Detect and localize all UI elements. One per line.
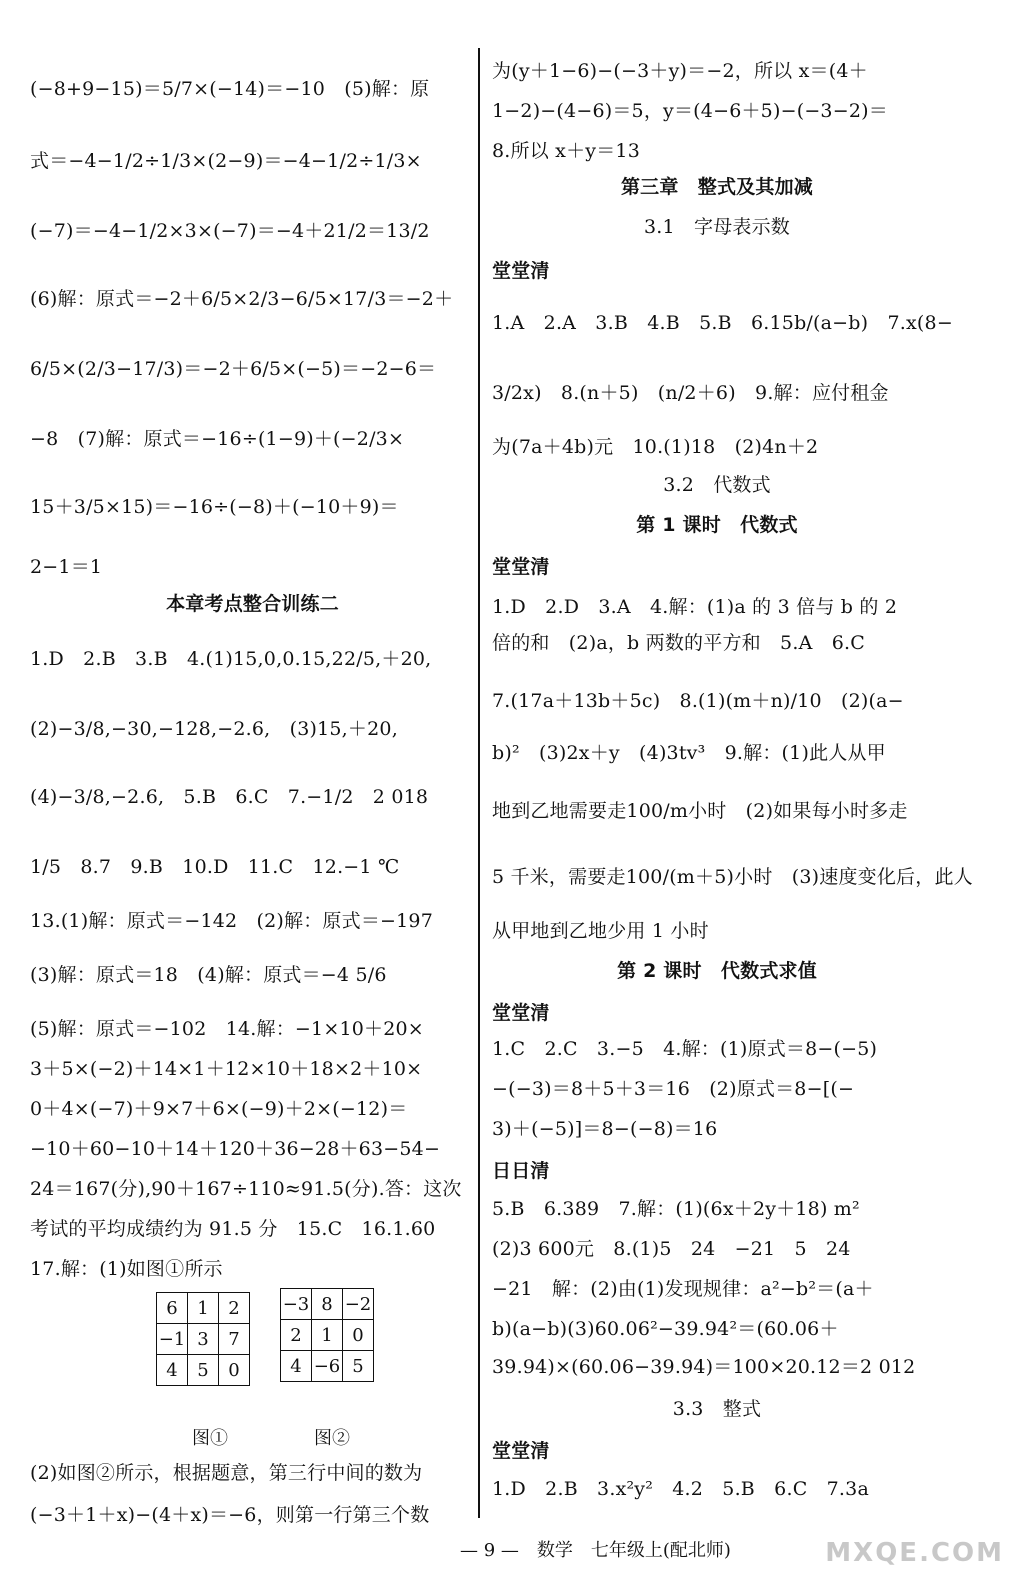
text-line: −21 解：(2)由(1)发现规律：a²−b²＝(a＋ [492, 1278, 874, 1300]
text-line: 17.解：(1)如图①所示 [30, 1258, 223, 1280]
text-line: (−7)＝−4−1/2×3×(−7)＝−4＋21/2＝13/2 [30, 220, 430, 242]
lesson-title: 第 2 课时 代数式求值 [617, 960, 817, 982]
grid-cell: 8 [312, 1289, 343, 1320]
grid-cell: 0 [343, 1320, 374, 1351]
text-line: 15＋3/5×15)＝−16÷(−8)＋(−10＋9)＝ [30, 496, 399, 518]
grid-cell: 2 [219, 1293, 250, 1324]
text-line: (3)解：原式＝18 (4)解：原式＝−4 5/6 [30, 964, 387, 986]
text-line: 1.D 2.B 3.B 4.(1)15,0,0.15,22/5,＋20, [30, 648, 432, 670]
exercise-label: 堂堂清 [492, 260, 550, 282]
text-line: 5 千米，需要走100/(m＋5)小时 (3)速度变化后，此人 [492, 866, 973, 888]
text-line: 0＋4×(−7)＋9×7＋6×(−9)＋2×(−12)＝ [30, 1098, 408, 1120]
grid-cell: −2 [343, 1289, 374, 1320]
text-line: 为(7a＋4b)元 10.(1)18 (2)4n＋2 [492, 436, 819, 458]
text-line: 从甲地到乙地少用 1 小时 [492, 920, 709, 942]
text-line: (2)3 600元 8.(1)5 24 −21 5 24 [492, 1238, 851, 1260]
grid-cell: 1 [188, 1293, 219, 1324]
text-line: (4)−3/8,−2.6, 5.B 6.C 7.−1/2 2 018 [30, 786, 429, 808]
text-line: 1−2)−(4−6)＝5，y＝(4−6＋5)−(−3−2)＝ [492, 100, 888, 122]
text-line: −8 (7)解：原式＝−16÷(1−9)＋(−2/3× [30, 428, 405, 450]
text-line: (5)解：原式＝−102 14.解：−1×10＋20× [30, 1018, 424, 1040]
text-line: 39.94)×(60.06−39.94)＝100×20.12＝2 012 [492, 1356, 916, 1378]
grid-cell: 5 [343, 1351, 374, 1382]
watermark-logo: MXQE.COM [825, 1538, 1004, 1568]
grid-cell: 4 [281, 1351, 312, 1382]
grid-cell: 4 [157, 1355, 188, 1386]
grid-cell: 7 [219, 1324, 250, 1355]
text-line: (−8+9−15)＝5/7×(−14)＝−10 (5)解：原 [30, 78, 430, 100]
text-line: 24＝167(分),90＋167÷110≈91.5(分).答：这次 [30, 1178, 462, 1200]
section-title: 3.1 字母表示数 [643, 216, 791, 238]
section-heading: 本章考点整合训练二 [166, 593, 339, 615]
grid-cell: −6 [312, 1351, 343, 1382]
text-line: 式＝−4−1/2÷1/3×(2−9)＝−4−1/2÷1/3× [30, 150, 422, 172]
text-line: 3/2x) 8.(n＋5) (n/2＋6) 9.解：应付租金 [492, 382, 889, 404]
text-line: 3＋5×(−2)＋14×1＋12×10＋18×2＋10× [30, 1058, 423, 1080]
figure-caption-1: 图① [192, 1428, 228, 1449]
exercise-label: 堂堂清 [492, 1440, 550, 1462]
text-line: 1.A 2.A 3.B 4.B 5.B 6.15b/(a−b) 7.x(8− [492, 312, 953, 334]
text-line: (6)解：原式＝−2＋6/5×2/3−6/5×17/3＝−2＋ [30, 288, 454, 310]
text-line: 1.D 2.B 3.x²y² 4.2 5.B 6.C 7.3a [492, 1478, 869, 1500]
text-line: 8.所以 x＋y＝13 [492, 140, 640, 162]
text-line: 2−1＝1 [30, 556, 103, 578]
section-title: 3.2 代数式 [663, 474, 771, 496]
grid-cell: 6 [157, 1293, 188, 1324]
grid-cell: 2 [281, 1320, 312, 1351]
text-line: 6/5×(2/3−17/3)＝−2＋6/5×(−5)＝−2−6＝ [30, 358, 437, 380]
text-line: 5.B 6.389 7.解：(1)(6x＋2y＋18) m² [492, 1198, 860, 1220]
text-line: (−3＋1＋x)−(4＋x)＝−6，则第一行第三个数 [30, 1504, 430, 1526]
magic-square-2 [280, 1288, 374, 1382]
grid-cell: 3 [188, 1324, 219, 1355]
chapter-title: 第三章 整式及其加减 [620, 176, 813, 198]
text-line: 为(y＋1−6)−(−3＋y)＝−2，所以 x＝(4＋ [492, 60, 868, 82]
magic-square-1 [156, 1292, 250, 1386]
grid-cell: 1 [312, 1320, 343, 1351]
grid-cell: 0 [219, 1355, 250, 1386]
section-title: 3.3 整式 [672, 1398, 762, 1420]
lesson-title: 第 1 课时 代数式 [636, 514, 798, 536]
grid-cell: −3 [281, 1289, 312, 1320]
grid-cell: 5 [188, 1355, 219, 1386]
text-line: 1.D 2.D 3.A 4.解：(1)a 的 3 倍与 b 的 2 [492, 596, 898, 618]
exercise-label: 堂堂清 [492, 556, 550, 578]
text-line: 倍的和 (2)a，b 两数的平方和 5.A 6.C [492, 632, 865, 654]
text-line: (2)−3/8,−30,−128,−2.6, (3)15,＋20, [30, 718, 398, 740]
page-footer: — 9 — 数学 七年级上(配北师) [460, 1540, 731, 1561]
text-line: 1.C 2.C 3.−5 4.解：(1)原式＝8−(−5) [492, 1038, 878, 1060]
text-line: −(−3)＝8＋5＋3＝16 (2)原式＝8−[(− [492, 1078, 855, 1100]
exercise-label: 日日清 [492, 1160, 550, 1182]
text-line: 考试的平均成绩约为 91.5 分 15.C 16.1.60 [30, 1218, 436, 1240]
figure-caption-2: 图② [314, 1428, 350, 1449]
grid-cell: −1 [157, 1324, 188, 1355]
text-line: 1/5 8.7 9.B 10.D 11.C 12.−1 ℃ [30, 856, 400, 878]
text-line: b)² (3)2x＋y (4)3tv³ 9.解：(1)此人从甲 [492, 742, 886, 764]
text-line: 7.(17a＋13b＋5c) 8.(1)(m＋n)/10 (2)(a− [492, 690, 904, 712]
text-line: b)(a−b)(3)60.06²−39.94²＝(60.06＋ [492, 1318, 839, 1340]
text-line: 地到乙地需要走100/m小时 (2)如果每小时多走 [492, 800, 908, 822]
text-line: −10＋60−10＋14＋120＋36−28＋63−54− [30, 1138, 441, 1160]
column-divider [478, 48, 480, 1518]
text-line: 13.(1)解：原式＝−142 (2)解：原式＝−197 [30, 910, 434, 932]
text-line: 3)＋(−5)]＝8−(−8)＝16 [492, 1118, 718, 1140]
exercise-label: 堂堂清 [492, 1002, 550, 1024]
text-line: (2)如图②所示，根据题意，第三行中间的数为 [30, 1462, 423, 1484]
